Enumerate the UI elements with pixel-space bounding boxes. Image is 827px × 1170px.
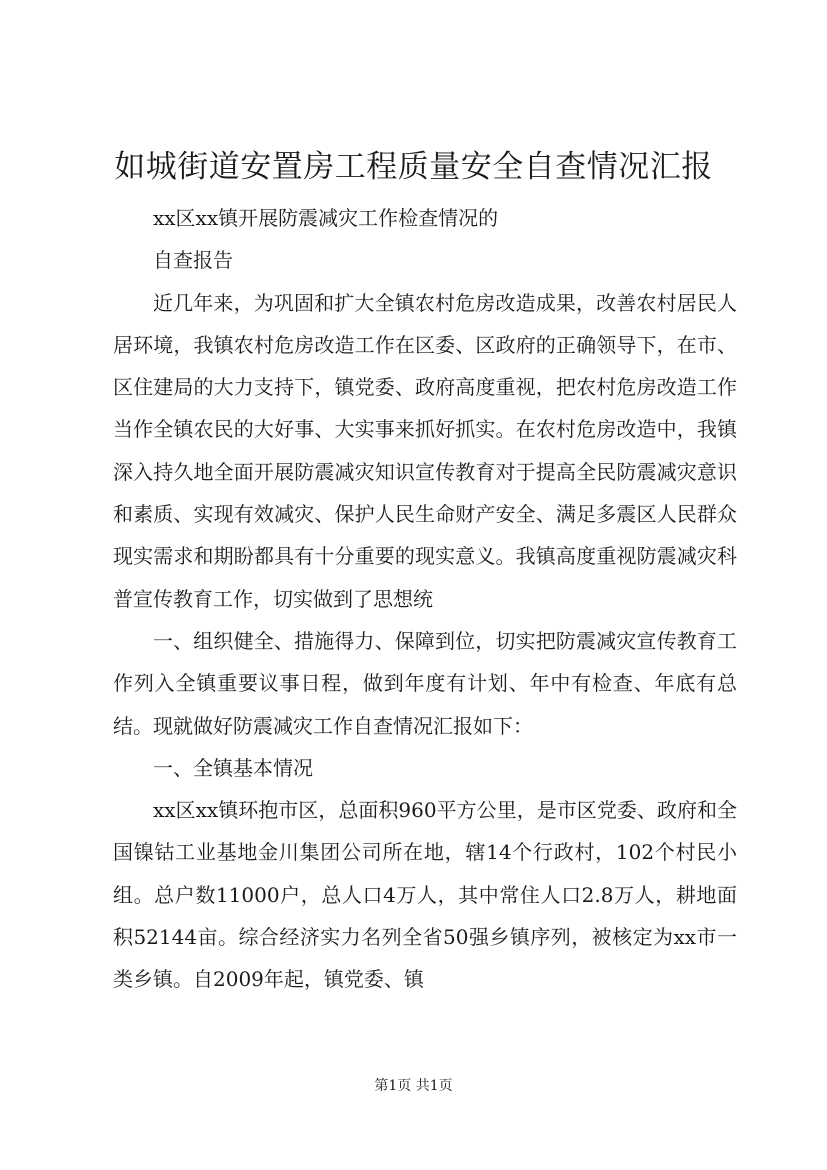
section-heading-basic-situation: 一、全镇基本情况 [153, 755, 313, 780]
paragraph-section-summary: 一、组织健全、措施得力、保障到位，切实把防震减灾宣传教育工作列入全镇重要议事日程，做到年度有计划、年中有检查、年底有总结。现就做好防震减灾工作自查情况汇报如下： [113, 628, 737, 738]
document-title: 如城街道安置房工程质量安全自查情况汇报 [114, 149, 713, 185]
paragraph-heading-line-2: 自查报告 [153, 248, 233, 273]
page-footer: 第1页 共1页 [374, 1078, 453, 1094]
paragraph-heading-line-1: xx区xx镇开展防震减灾工作检查情况的 [153, 206, 499, 230]
paragraph-intro: 近几年来，为巩固和扩大全镇农村危房改造成果，改善农村居民人居环境，我镇农村危房改造工作在区委、区政府的正确领导下，在市、区住建局的大力支持下，镇党委、政府高度重视，把农村危房改造工作当作全镇农民的大好事、大实事来抓好抓实。在农村危房改造中，我镇深入持久地全面开展防震减灾知识宣传教育对于提高全民防震减灾意识和素质、实现有效减灾、保护人民生命财产安全、满足多震区人民群众现实需求和期盼都具有十分重要的现实意义。我镇高度重视防震减灾科普宣传教育工作，切实做到了思想统 [113, 290, 737, 611]
paragraph-town-overview: xx区xx镇环抱市区，总面积960平方公里，是市区党委、政府和全国镍钴工业基地金川集团公司所在地，辖14个行政村，102个村民小组。总户数11000户，总人口4万人，其中常住人口2.8万人，耕地面积52144亩。综合经济实力名列全省50强乡镇序列，被核定为xx市一类乡镇。自2009年起，镇党委、镇 [113, 798, 737, 992]
document-body [113, 197, 737, 1001]
